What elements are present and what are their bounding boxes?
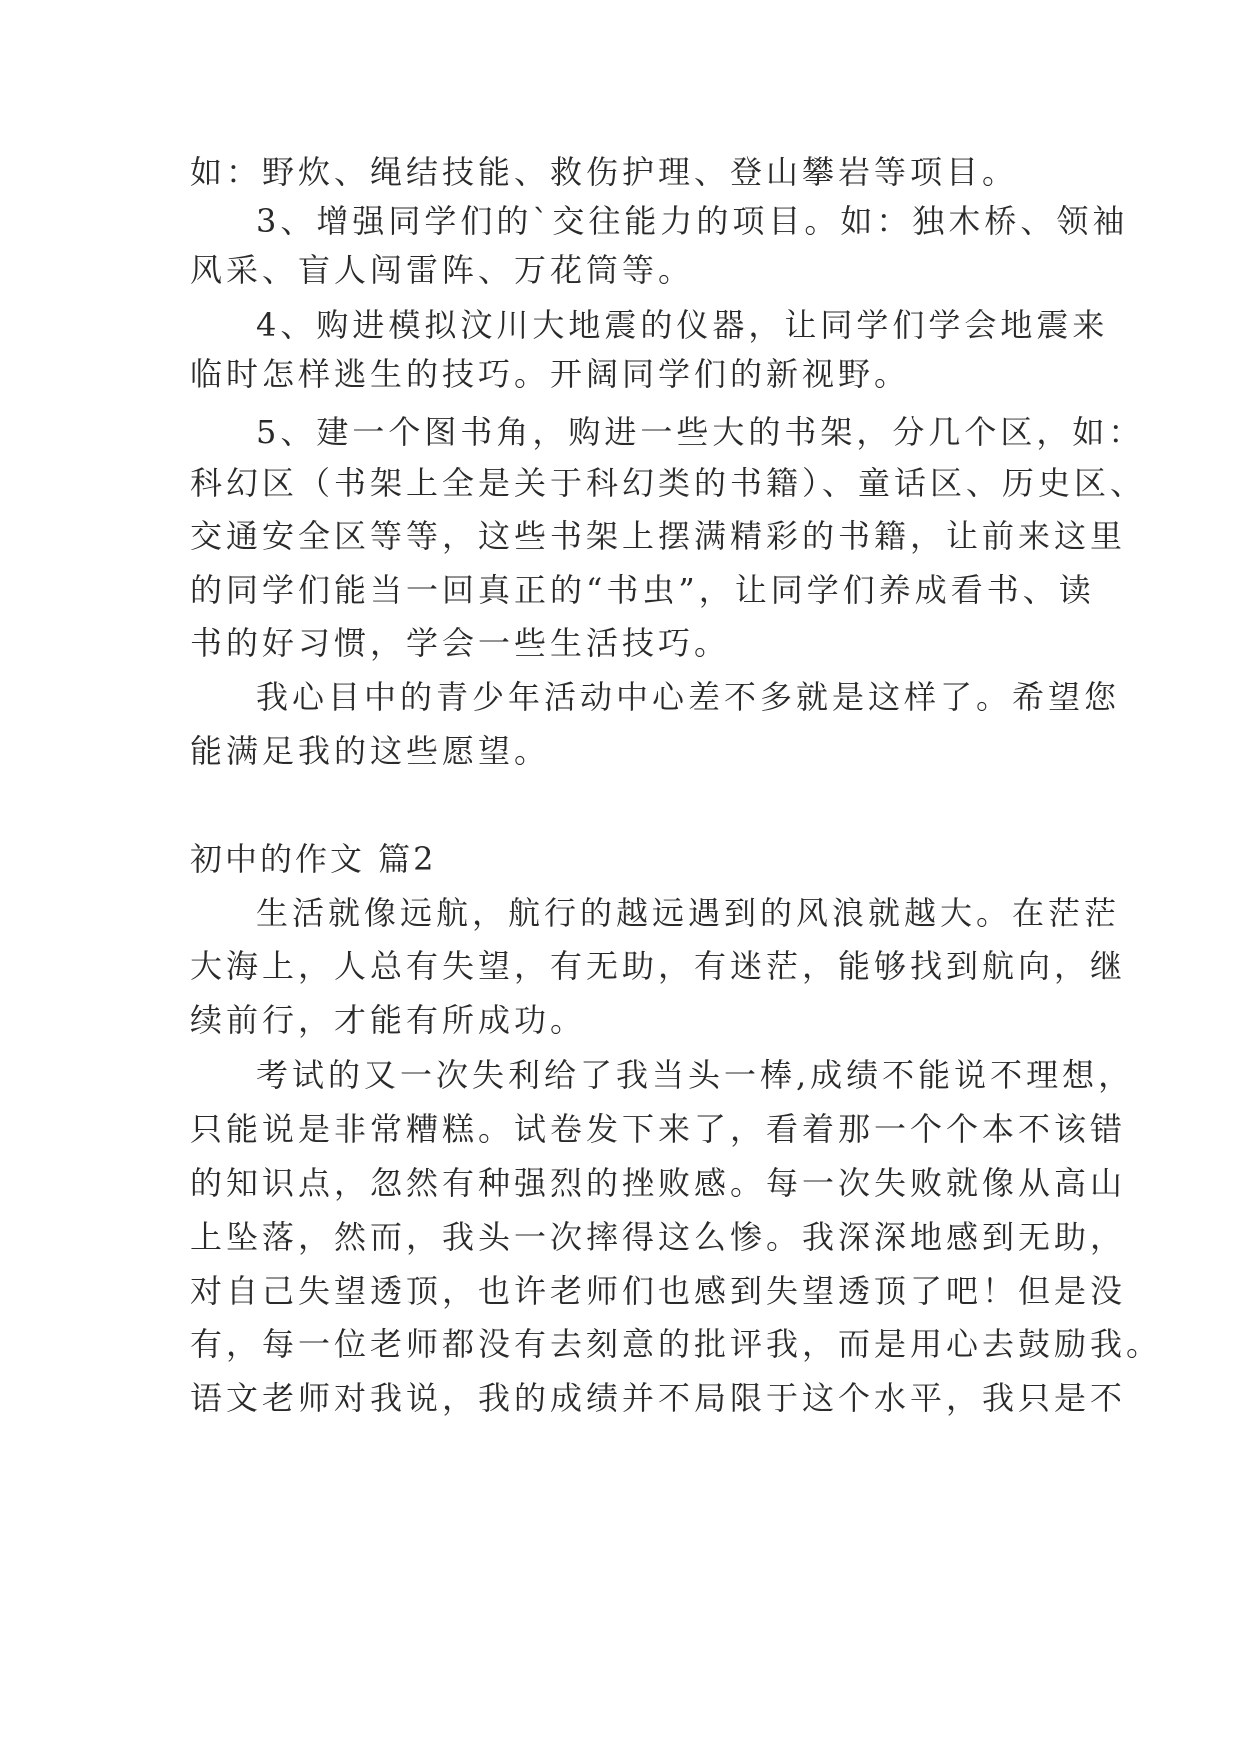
paragraph-start-line: 生活就像远航，航行的越远遇到的风浪就越大。在茫茫 [256, 894, 1121, 932]
text-line: 风采、盲人闯雷阵、万花筒等。 [190, 251, 695, 289]
paragraph-start-line: 考试的又一次失利给了我当头一棒,成绩不能说不理想， [256, 1056, 1135, 1094]
paragraph-start-line: 我心目中的青少年活动中心差不多就是这样了。希望您 [256, 678, 1121, 716]
text-line: 能满足我的这些愿望。 [190, 732, 551, 770]
text-line: 大海上，人总有失望，有无助，有迷茫，能够找到航向，继 [190, 947, 1127, 985]
text-line: 交通安全区等等，这些书架上摆满精彩的书籍，让前来这里 [190, 517, 1127, 555]
paragraph-start-line: 5、建一个图书角，购进一些大的书架，分几个区，如： [256, 413, 1145, 451]
text-line: 科幻区（书架上全是关于科幻类的书籍）、童话区、历史区、 [190, 464, 1147, 502]
text-line: 续前行，才能有所成功。 [190, 1001, 587, 1039]
text-line: 语文老师对我说，我的成绩并不局限于这个水平，我只是不 [190, 1379, 1127, 1417]
paragraph-start-line: 4、购进模拟汶川大地震的仪器，让同学们学会地震来 [256, 306, 1109, 344]
section-heading: 初中的作文 篇2 [190, 840, 437, 878]
text-line: 的知识点，忽然有种强烈的挫败感。每一次失败就像从高山 [190, 1164, 1127, 1202]
text-line: 只能说是非常糟糕。试卷发下来了，看着那一个个本不该错 [190, 1110, 1127, 1148]
text-line: 临时怎样逃生的技巧。开阔同学们的新视野。 [190, 355, 911, 393]
paragraph-start-line: 3、增强同学们的`交往能力的项目。如：独木桥、领袖 [256, 202, 1129, 240]
text-line: 如：野炊、绳结技能、救伤护理、登山攀岩等项目。 [190, 153, 1019, 191]
text-line: 对自己失望透顶，也许老师们也感到失望透顶了吧！但是没 [190, 1272, 1127, 1310]
text-line: 书的好习惯，学会一些生活技巧。 [190, 624, 731, 662]
text-line: 有，每一位老师都没有去刻意的批评我，而是用心去鼓励我。 [190, 1325, 1163, 1363]
text-line: 的同学们能当一回真正的“书虫”，让同学们养成看书、读 [190, 571, 1095, 609]
text-line: 上坠落，然而，我头一次摔得这么惨。我深深地感到无助， [190, 1218, 1127, 1256]
